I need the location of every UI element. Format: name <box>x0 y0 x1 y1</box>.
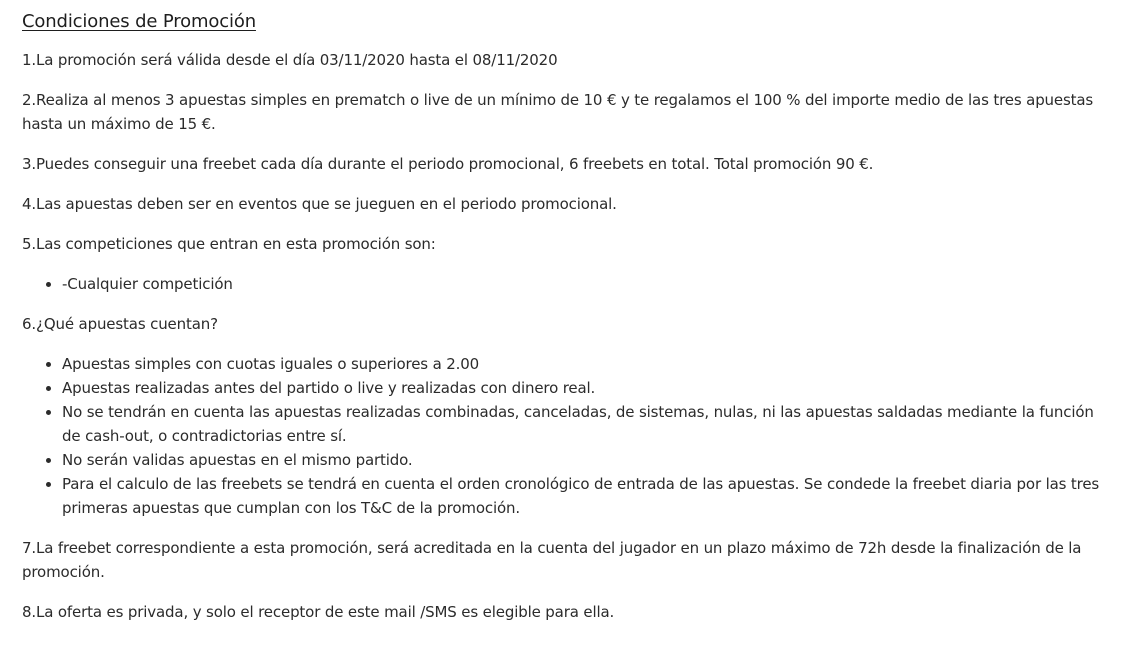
condition-7: 7.La freebet correspondiente a esta promoción, será acreditada en la cuenta del jugador en un plazo máximo de 72h desde la finalización de la promoción. <box>22 539 1082 581</box>
list-item: • Para el calculo de las freebets se tendrá en cuenta el orden cronológico de entrada de las apuestas. Se condede la freebet diaria por las tres primeras apuestas que cumplan con los T&C de la promoción. <box>62 472 1108 520</box>
page-title: Condiciones de Promoción <box>22 11 256 32</box>
list-item: • Apuestas realizadas antes del partido o live y realizadas con dinero real. <box>62 376 1108 400</box>
condition-3: 3.Puedes conseguir una freebet cada día durante el periodo promocional, 6 freebets en total. Total promoción 90 €. <box>22 155 874 173</box>
condition-1: 1.La promoción será válida desde el día 03/11/2020 hasta el 08/11/2020 <box>22 51 558 69</box>
condition-4: 4.Las apuestas deben ser en eventos que se jueguen en el periodo promocional. <box>22 195 617 213</box>
list-item: • -Cualquier competición <box>62 272 1108 296</box>
list-item: • No se tendrán en cuenta las apuestas realizadas combinadas, canceladas, de sistemas, nulas, ni las apuestas saldadas mediante la función de cash-out, o contradictorias entre sí. <box>62 400 1108 448</box>
competitions-list <box>22 272 1108 296</box>
condition-8: 8.La oferta es privada, y solo el receptor de este mail /SMS es elegible para ella. <box>22 603 615 621</box>
condition-5: 5.Las competiciones que entran en esta promoción son: <box>22 235 436 253</box>
condition-2: 2.Realiza al menos 3 apuestas simples en prematch o live de un mínimo de 10 € y te regalamos el 100 % del importe medio de las tres apuestas hasta un máximo de 15 €. <box>22 91 1094 133</box>
list-item: • Apuestas simples con cuotas iguales o superiores a 2.00 <box>62 352 1108 376</box>
bets-list <box>22 352 1108 520</box>
condition-6: 6.¿Qué apuestas cuentan? <box>22 315 218 333</box>
list-item: • No serán validas apuestas en el mismo partido. <box>62 448 1108 472</box>
